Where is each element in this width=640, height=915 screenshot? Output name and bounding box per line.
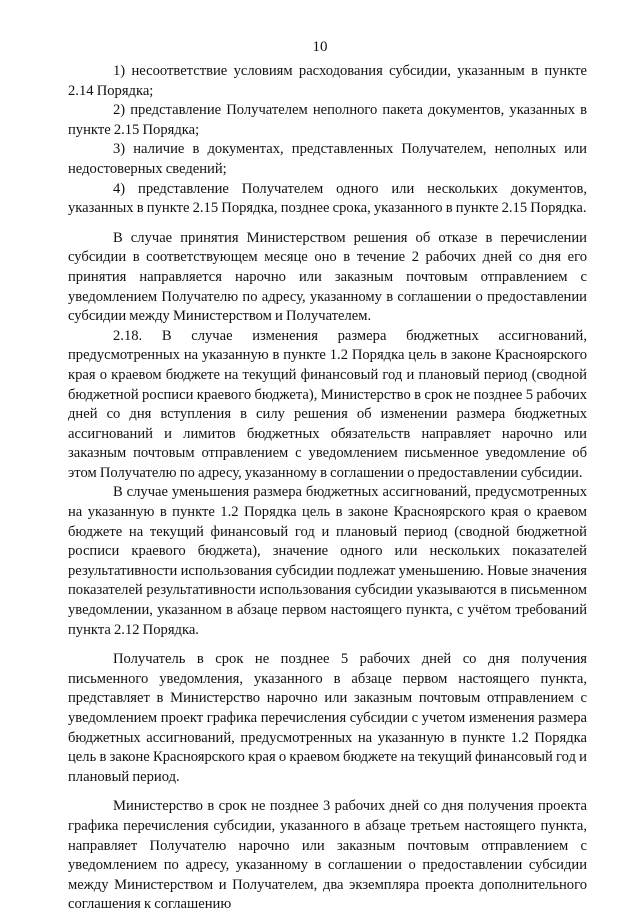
paragraph-item-2: 2) представление Получателем неполного пакета документов, указанных в пункте 2.15 Порядка;: [68, 102, 587, 138]
paragraph-item-4: 4) представление Получателем одного или нескольких документов, указанных в пункте 2.15 Порядка, позднее срока, указанного в пункте 2.15 Порядка.: [68, 180, 587, 217]
paragraph-recipient-deadline: Получатель в срок не позднее 5 рабочих дней со дня получения письменного уведомления, указанного в абзаце первом настоящего пункта, представляет в Министерство нарочно или заказным почтовым отправлением с уведомлением проект графика перечисления субсидии с учетом изменения размера бюджетных ассигнований, предусмотренных на указанную в пункте 1.2 Порядка цель в законе Красноярского края о краевом бюджете на текущий финансовый год и плановый период.: [68, 651, 587, 785]
paragraph-item-3: 3) наличие в документах, представленных Получателем, неполных или недостоверных сведений;: [68, 141, 587, 177]
paragraph-item-1: 1) несоответствие условиям расходования субсидии, указанным в пункте 2.14 Порядка;: [68, 63, 587, 99]
paragraph-ministry-deadline: Министерство в срок не позднее 3 рабочих дней со дня получения проекта графика перечисления субсидии, указанного в абзаце третьем настоящего пункта, направляет Получателю нарочно или заказным почтовым отправлением с уведомлением по адресу, указанному в соглашении о предоставлении субсидии между Министерством и Получателем, два экземпляра проекта дополнительного соглашения к соглашению: [68, 798, 587, 913]
page-number: 10: [312, 39, 328, 55]
document-body: [68, 62, 587, 915]
paragraph-2-18: 2.18. В случае изменения размера бюджетных ассигнований, предусмотренных на указанную в пункте 1.2 Порядка цель в законе Красноярского края о краевом бюджете на текущий финансовый год и плановый период (сводной бюджетной росписи краевого бюджета), Министерство в срок не позднее 5 рабочих дней со дня вступления в силу решения об изменении размера бюджетных ассигнований и лимитов бюджетных обязательств направляет нарочно или заказным почтовым отправлением с уведомлением письменное уведомление об этом Получателю по адресу, указанному в соглашении о предоставлении субсидии.: [68, 327, 587, 481]
paragraph-refusal-notice: В случае принятия Министерством решения об отказе в перечислении субсидии в соответствующем месяце оно в течение 2 рабочих дней со дня его принятия направляется нарочно или заказным почтовым отправлением с уведомлением Получателю по адресу, указанному в соглашении о предоставлении субсидии между Министерством и Получателем.: [68, 229, 587, 325]
paragraph-reduction: В случае уменьшения размера бюджетных ассигнований, предусмотренных на указанную в пункте 1.2 Порядка цель в законе Красноярского края о краевом бюджете на текущий финансовый год и плановый период (сводной бюджетной росписи краевого бюджета), значение одного или нескольких показателей результативности использования субсидии подлежат уменьшению. Новые значения показателей результативности использования субсидии указываются в письменном уведомлении, указанном в абзаце первом настоящего пункта, с учётом требований пункта 2.12 Порядка.: [68, 484, 587, 638]
